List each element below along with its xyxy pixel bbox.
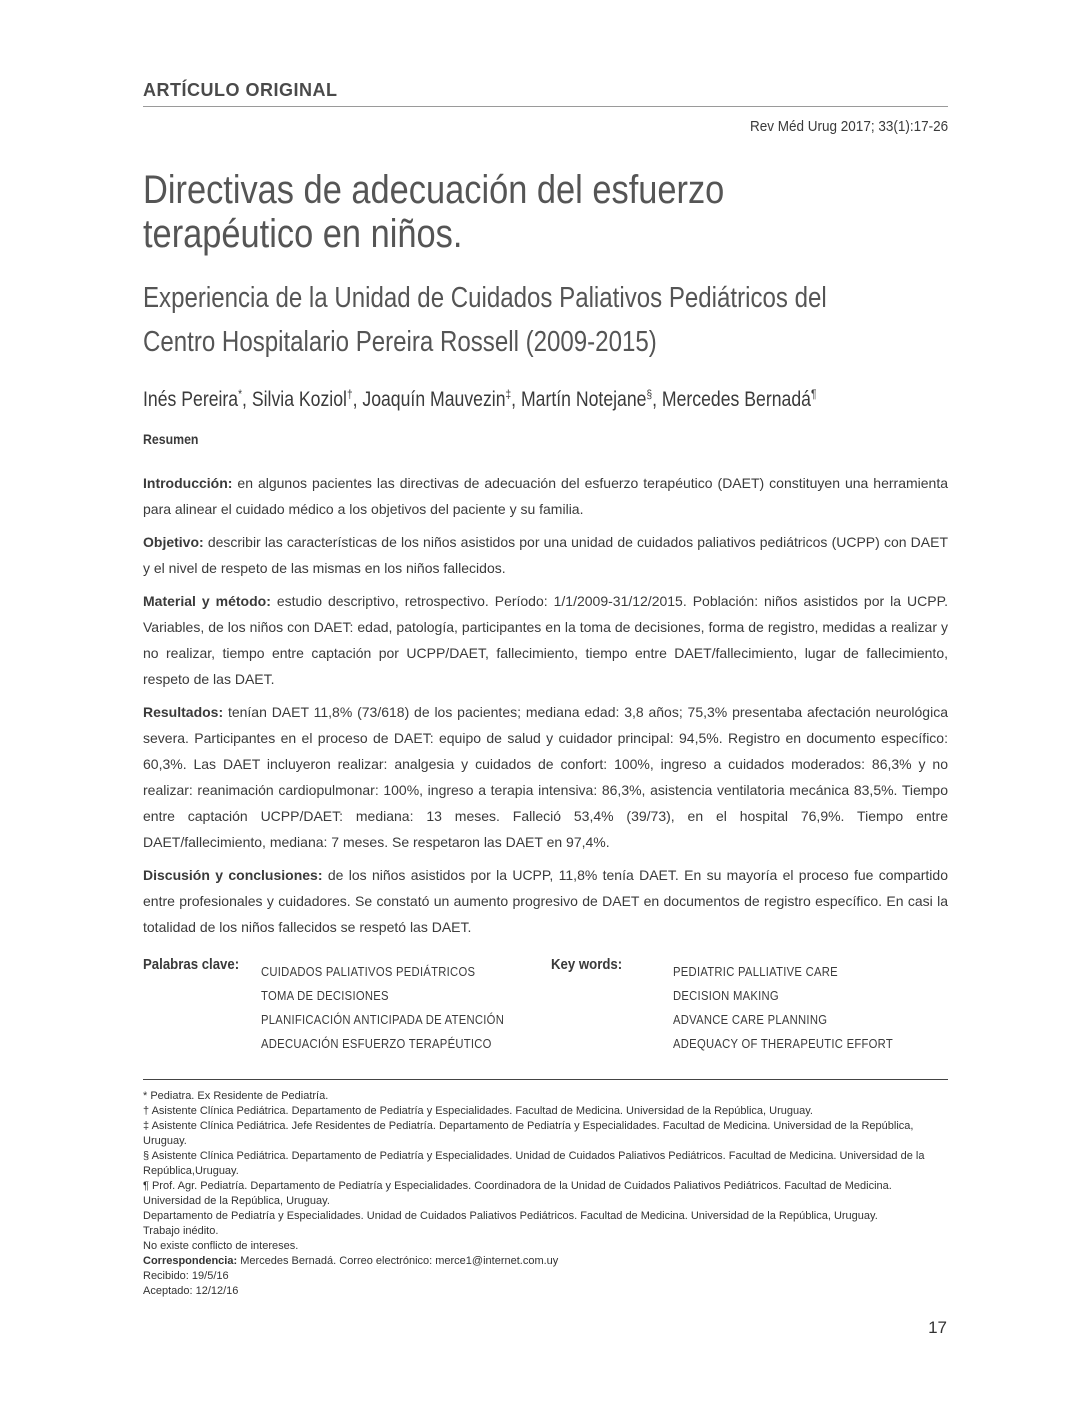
footnote-text: ‡ Asistente Clínica Pediátrica. Jefe Residentes de Pediatría. Departamento de Pediatría y Especialidades. Facultad de Medicina. Universidad de la República, Uruguay. (143, 1120, 914, 1147)
keywords-es-list (261, 960, 531, 1056)
footnote-text: † Asistente Clínica Pediátrica. Departamento de Pediatría y Especialidades. Facultad de Medicina. Universidad de la República, Uruguay. (143, 1105, 813, 1117)
keywords-en-list (673, 960, 917, 1056)
footnote (143, 1284, 943, 1299)
keyword-item: CUIDADOS PALIATIVOS PEDIÁTRICOS (261, 965, 476, 979)
footnote-label: Correspondencia: (143, 1255, 238, 1267)
keywords-en-label: Key words: (551, 956, 623, 973)
footnote-text: Aceptado: 12/12/16 (143, 1285, 239, 1297)
abstract-section-text: estudio descriptivo, retrospectivo. Período: 1/1/2009-31/12/2015. Población: niños asistidos por la UCPP. Variables, de los niños con DAET: edad, patología, participantes en la toma de decisiones, forma de registro, medidas a realizar y no realizar, tiempo entre captación por UCPP/DAET, fallecimiento, tiempo entre DAET/fallecimiento, lugar de fallecimiento, respeto de las DAET. (143, 593, 948, 687)
footnote (143, 1149, 943, 1179)
abstract-section-label: Introducción: (143, 475, 233, 491)
keyword-item: DECISION MAKING (673, 989, 779, 1003)
keyword-item: ADEQUACY OF THERAPEUTIC EFFORT (673, 1037, 894, 1051)
footnote-text: ¶ Prof. Agr. Pediatría. Departamento de Pediatría y Especialidades. Coordinadora de la Unidad de Cuidados Paliativos Pediátricos. Facultad de Medicina. Universidad de la República, Uruguay. (143, 1180, 892, 1207)
footnote (143, 1239, 943, 1254)
author-affiliation-mark: * (238, 387, 243, 401)
abstract-section-text: en algunos pacientes las directivas de adecuación del esfuerzo terapéutico (DAET) constituyen una herramienta para alinear el cuidado médico a los objetivos del paciente y su familia. (143, 475, 948, 517)
author-name: Silvia Koziol (251, 388, 347, 411)
author-separator: , (511, 388, 521, 411)
footnote-text: Mercedes Bernadá. Correo electrónico: merce1@internet.com.uy (237, 1255, 559, 1267)
author-name: Mercedes Bernadá (661, 388, 811, 411)
keyword-item: TOMA DE DECISIONES (261, 989, 389, 1003)
footnote-text: § Asistente Clínica Pediátrica. Departamento de Pediatría y Especialidades. Unidad de Cuidados Paliativos Pediátricos. Facultad de Medicina. Universidad de la República,Uruguay. (143, 1150, 925, 1177)
author-affiliation-mark: § (646, 387, 653, 401)
footnote (143, 1089, 943, 1104)
author-name: Joaquín Mauvezin (362, 388, 506, 411)
footnote (143, 1254, 943, 1269)
journal-reference: Rev Méd Urug 2017; 33(1):17-26 (749, 118, 948, 135)
author-affiliation-mark: ¶ (810, 387, 817, 401)
abstract-paragraph (143, 470, 948, 522)
abstract-section-label: Resultados: (143, 704, 224, 720)
footnotes (143, 1089, 943, 1299)
abstract-section-label: Objetivo: (143, 534, 204, 550)
abstract-paragraph (143, 862, 948, 940)
page-number: 17 (928, 1318, 947, 1337)
abstract-section-label: Discusión y conclusiones: (143, 867, 323, 883)
author-name: Martín Notejane (520, 388, 647, 411)
abstract-paragraph (143, 699, 948, 855)
author-separator: , (242, 388, 252, 411)
keywords-es-label: Palabras clave: (143, 956, 240, 973)
footnote-text: Trabajo inédito. (143, 1225, 219, 1237)
abstract-section-text: tenían DAET 11,8% (73/618) de los pacientes; mediana edad: 3,8 años; 75,3% presentaba afectación neurológica severa. Participantes en el proceso de DAET: equipo de salud y cuidador principal: 94,5%. Registro en documento específico: 60,3%. Las DAET incluyeron realizar: analgesia y cuidados de confort: 100%, ingreso a cuidados moderados: 86,3% y no realizar: reanimación cardiopulmonar: 100%, ingreso a terapia intensiva: 86,3%, asistencia ventilatoria mecánica 83,5%. Tiempo entre captación UCPP/DAET: mediana: 13 meses. Falleció 53,4% (39/73), en el hospital 76,9%. Tiempo entre DAET/fallecimiento, mediana: 7 meses. Se respetaron las DAET en 97,4%. (143, 704, 948, 850)
header-rule (143, 106, 948, 107)
footnote-text: Departamento de Pediatría y Especialidades. Unidad de Cuidados Paliativos Pediátricos. Facultad de Medicina. Universidad de la República, Uruguay. (143, 1210, 878, 1222)
abstract-heading: Resumen (143, 431, 199, 447)
footnote-text: * Pediatra. Ex Residente de Pediatría. (143, 1090, 329, 1102)
article-subtitle (143, 276, 857, 364)
footnote-rule (143, 1079, 948, 1080)
keyword-item: ADVANCE CARE PLANNING (673, 1013, 828, 1027)
subtitle-line-2: Centro Hospitalario Pereira Rossell (2009-2015) (143, 326, 657, 358)
section-label: ARTÍCULO ORIGINAL (143, 80, 338, 100)
keyword-item: PLANIFICACIÓN ANTICIPADA DE ATENCIÓN (261, 1013, 505, 1027)
author-name: Inés Pereira (143, 388, 239, 411)
footnote (143, 1119, 943, 1149)
abstract-section-label: Material y método: (143, 593, 271, 609)
title-line-1: Directivas de adecuación del esfuerzo (143, 168, 725, 212)
author-affiliation-mark: ‡ (505, 387, 512, 401)
abstract-section-text: describir las características de los niños asistidos por una unidad de cuidados paliativos pediátricos (UCPP) con DAET y el nivel de respeto de las mismas en los niños fallecidos. (143, 534, 948, 576)
abstract-paragraph (143, 588, 948, 692)
title-line-2: terapéutico en niños. (143, 212, 463, 256)
footnote (143, 1224, 943, 1239)
author-affiliation-mark: † (346, 387, 353, 401)
abstract-section-text: de los niños asistidos por la UCPP, 11,8% tenía DAET. En su mayoría el proceso fue compartido entre profesionales y cuidadores. Se constató un aumento progresivo de DAET en documentos de registro específico. En casi la totalidad de los niños fallecidos se respetó las DAET. (143, 867, 948, 935)
subtitle-line-1: Experiencia de la Unidad de Cuidados Paliativos Pediátricos del (143, 282, 827, 314)
footnote-text: No existe conflicto de intereses. (143, 1240, 299, 1252)
author-list (143, 388, 816, 412)
abstract-body (143, 470, 948, 947)
author-separator: , (352, 388, 363, 411)
footnote (143, 1209, 943, 1224)
abstract-paragraph (143, 529, 948, 581)
footnote (143, 1269, 943, 1284)
author-separator: , (652, 388, 662, 411)
keyword-item: PEDIATRIC PALLIATIVE CARE (673, 965, 838, 979)
keyword-item: ADECUACIÓN ESFUERZO TERAPÉUTICO (261, 1037, 492, 1051)
footnote (143, 1104, 943, 1119)
footnote (143, 1179, 943, 1209)
article-title (143, 168, 797, 256)
footnote-text: Recibido: 19/5/16 (143, 1270, 229, 1282)
